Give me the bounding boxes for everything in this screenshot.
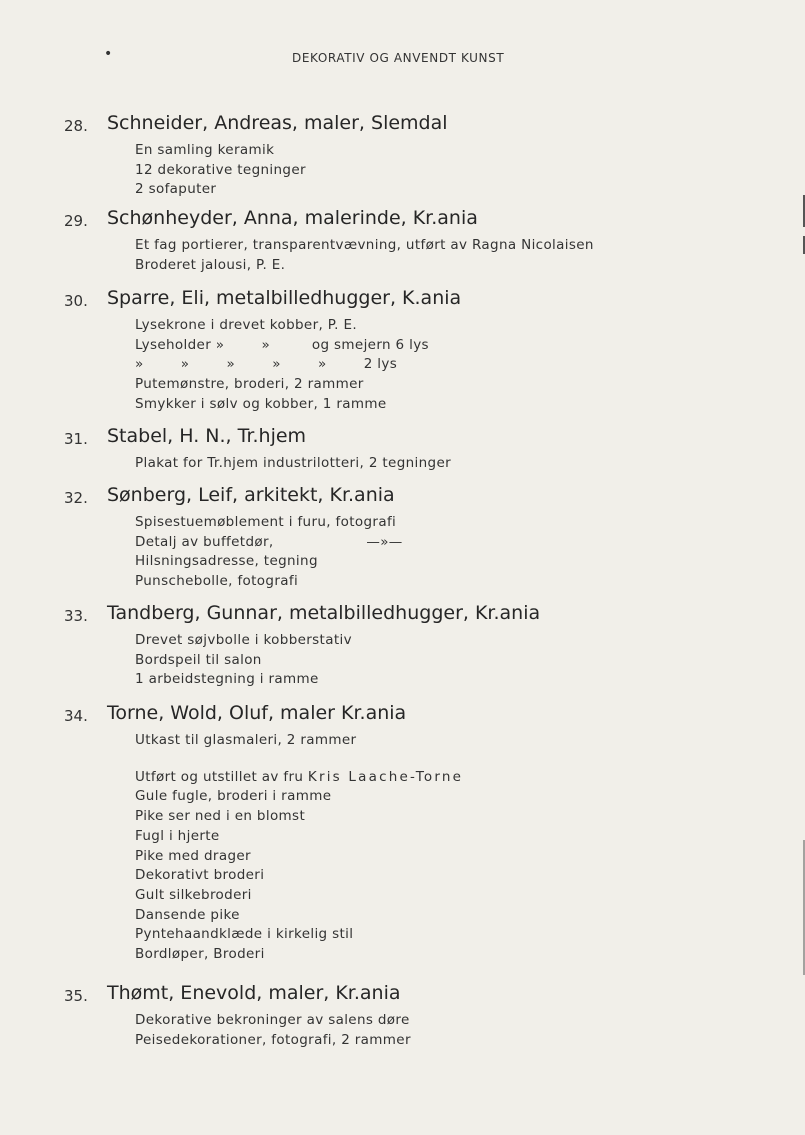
- entry-item: Drevet søjvbolle i kobberstativ: [135, 632, 352, 648]
- entry-item: 2 sofaputer: [135, 181, 217, 198]
- entry-item: Lysekrone i drevet kobber, P. E.: [135, 317, 357, 333]
- entry-subitem: Dansende pike: [135, 906, 240, 923]
- subheading-prefix: Utført og utstillet av fru: [135, 768, 308, 785]
- entry-item: 12 dekorative tegninger: [135, 161, 306, 178]
- entry-number: 30.: [64, 292, 88, 310]
- entry-name: Tandberg, Gunnar, metalbilledhugger, Kr.ania: [107, 602, 541, 624]
- catalog-entry-32: [0, 484, 805, 592]
- entry-item: Punschebolle, fotografi: [135, 573, 299, 590]
- entry-item: Detalj av buffetdør, —»—: [135, 533, 403, 550]
- entry-item: Dekorative bekroninger av salens døre: [135, 1012, 410, 1028]
- entry-name: Stabel, H. N., Tr.hjem: [107, 425, 307, 447]
- entry-item: Utkast til glasmaleri, 2 rammer: [135, 732, 357, 748]
- entry-subitem: Pike med drager: [135, 847, 251, 864]
- entry-subitem: Pike ser ned i en blomst: [135, 808, 306, 825]
- running-title: DEKORATIV OG ANVENDT KUNST: [292, 51, 505, 65]
- catalog-entry-29: [0, 207, 805, 275]
- catalog-entry-31: [0, 425, 805, 474]
- entry-number: 29.: [64, 212, 88, 230]
- entry-item: Et fag portierer, transparentvævning, utført av Ragna Nicolaisen: [135, 237, 594, 253]
- entry-item: Peisedekorationer, fotografi, 2 rammer: [135, 1031, 411, 1048]
- catalog-entry-34: [0, 702, 805, 965]
- entry-item: Putemønstre, broderi, 2 rammer: [135, 376, 364, 393]
- entry-item: En samling keramik: [135, 142, 275, 158]
- entry-subitem: Gult silkebroderi: [135, 886, 252, 903]
- entry-item: Hilsningsadresse, tegning: [135, 553, 318, 570]
- entry-number: 32.: [64, 489, 88, 507]
- entry-item: Broderet jalousi, P. E.: [135, 256, 286, 273]
- page-bullet: •: [104, 46, 113, 62]
- entry-item: Smykker i sølv og kobber, 1 ramme: [135, 395, 387, 412]
- entry-subitem: Dekorativt broderi: [135, 867, 265, 884]
- entry-subitem: Fugl i hjerte: [135, 827, 220, 844]
- entry-subitem: Bordløper, Broderi: [135, 946, 265, 963]
- entry-name: Schneider, Andreas, maler, Slemdal: [107, 112, 448, 134]
- entry-subitem: Gule fugle, broderi i ramme: [135, 788, 332, 805]
- entry-item: Lyseholder » » og smejern 6 lys: [135, 336, 429, 353]
- entry-item: 1 arbeidstegning i ramme: [135, 671, 319, 688]
- catalog-entry-33: [0, 602, 805, 690]
- entry-name: Sønberg, Leif, arkitekt, Kr.ania: [107, 484, 395, 506]
- catalog-entry-35: [0, 982, 805, 1050]
- entry-item: Spisestuemøblement i furu, fotografi: [135, 514, 397, 530]
- entry-number: 28.: [64, 117, 88, 135]
- entry-name: Torne, Wold, Oluf, maler Kr.ania: [107, 702, 407, 724]
- catalog-entry-28: [0, 112, 805, 200]
- entry-item: Bordspeil til salon: [135, 651, 262, 668]
- entry-subheading: [135, 768, 805, 788]
- entry-number: 33.: [64, 607, 88, 625]
- entry-name: Sparre, Eli, metalbilledhugger, K.ania: [107, 287, 462, 309]
- entry-number: 35.: [64, 987, 88, 1005]
- subheading-name: Kris Laache-Torne: [307, 768, 464, 785]
- entry-item: » » » » » 2 lys: [135, 356, 398, 373]
- entry-number: 31.: [64, 430, 88, 448]
- entry-name: Thømt, Enevold, maler, Kr.ania: [107, 982, 401, 1004]
- catalog-entry-30: [0, 287, 805, 415]
- entry-name: Schønheyder, Anna, malerinde, Kr.ania: [107, 207, 478, 229]
- entry-number: 34.: [64, 707, 88, 725]
- entry-item: Plakat for Tr.hjem industrilotteri, 2 tegninger: [135, 455, 452, 471]
- entry-subitem: Pyntehaandklæde i kirkelig stil: [135, 926, 354, 943]
